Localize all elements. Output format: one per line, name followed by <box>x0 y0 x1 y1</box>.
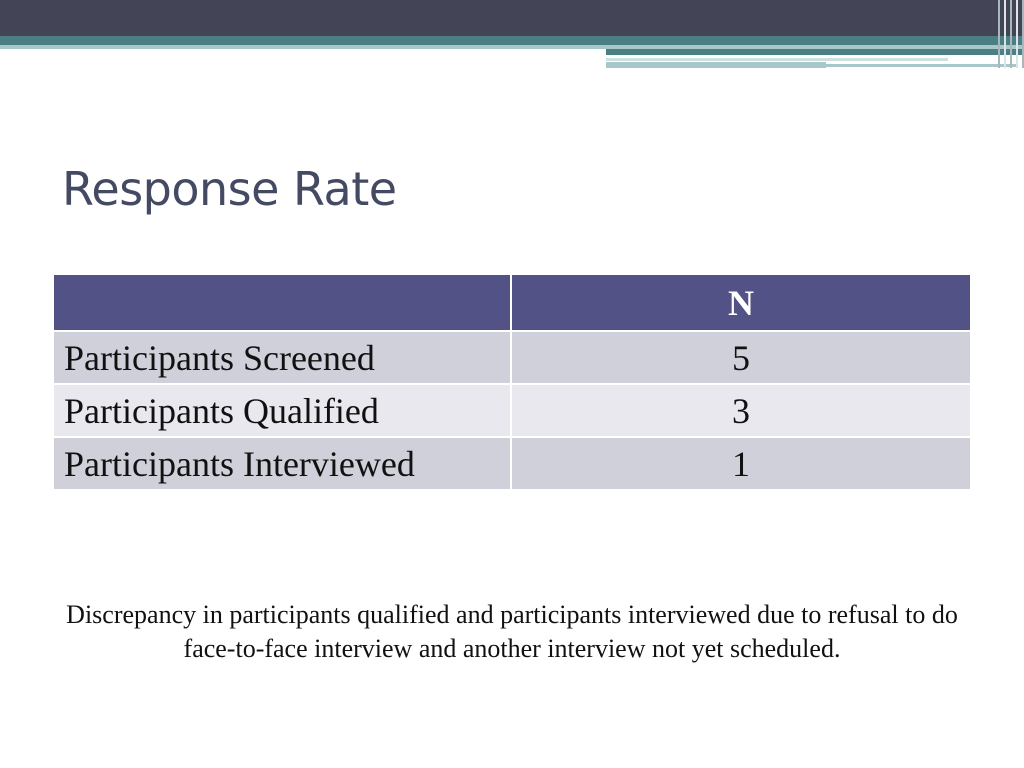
vertical-line <box>998 0 1000 68</box>
table-row <box>53 331 971 384</box>
header-accent-bar <box>826 64 1016 67</box>
row-label: Participants Screened <box>53 331 511 384</box>
table-header-row <box>53 274 971 331</box>
header-teal-stripe <box>0 36 1024 45</box>
table-header-n: N <box>511 274 971 331</box>
row-value: 3 <box>511 384 971 437</box>
vertical-line <box>1004 0 1006 68</box>
slide-title: Response Rate <box>62 162 397 216</box>
row-label: Participants Interviewed <box>53 437 511 490</box>
table-header-label <box>53 274 511 331</box>
header-accent-bar <box>606 58 948 61</box>
vertical-line <box>1016 0 1018 68</box>
header-band <box>0 0 1024 36</box>
row-label: Participants Qualified <box>53 384 511 437</box>
header-accent-bar <box>606 62 826 68</box>
table-row <box>53 437 971 490</box>
header-accent-bar <box>606 49 1024 55</box>
vertical-line <box>1010 0 1012 68</box>
response-rate-table <box>52 273 972 491</box>
header-vertical-lines <box>992 0 1024 68</box>
row-value: 5 <box>511 331 971 384</box>
row-value: 1 <box>511 437 971 490</box>
table-row <box>53 384 971 437</box>
footnote-text: Discrepancy in participants qualified and participants interviewed due to refusal to do face-to-face interview and another interview not yet scheduled. <box>66 600 958 663</box>
